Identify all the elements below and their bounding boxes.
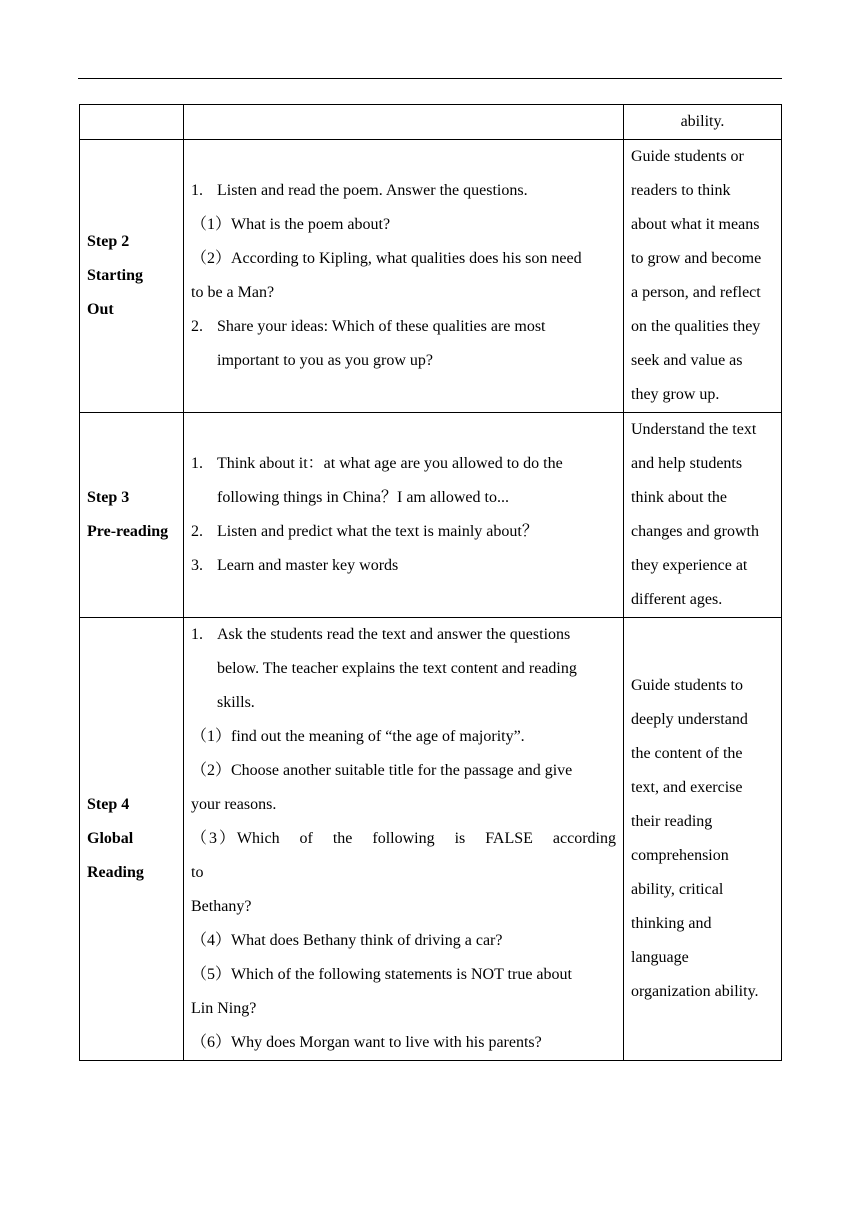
purpose-cell: Understand the text and help students think about the changes and growth they experience at different ages. <box>624 413 782 618</box>
step-cell <box>80 140 184 413</box>
purpose-text: ability. <box>680 113 725 130</box>
lesson-plan-table <box>79 104 782 1061</box>
step-label: Step 2 <box>87 233 130 250</box>
step-label: Global <box>87 830 134 847</box>
activity-cell <box>184 618 624 1061</box>
list-item: 1. Think about it：at what age are you allowed to do the following things in China？I am allowed to... <box>191 455 563 506</box>
purpose-cell <box>624 105 782 140</box>
step-label: Step 4 <box>87 796 130 813</box>
step-cell <box>80 618 184 1061</box>
question: to be a Man? <box>191 284 275 301</box>
step-cell <box>80 413 184 618</box>
question: Lin Ning? <box>191 1000 257 1017</box>
table-row <box>80 140 782 413</box>
list-item: 2. Share your ideas: Which of these qualities are most important to you as you grow up? <box>191 318 546 369</box>
question: （5）Which of the following statements is NOT true about <box>191 966 572 983</box>
list-item: 1. Listen and read the poem. Answer the questions. <box>191 182 528 199</box>
purpose-cell: Guide students to deeply understand the content of the text, and exercise their reading comprehension ability, critical thinking and language organization ability. <box>624 618 782 1061</box>
activity-cell <box>184 413 624 618</box>
purpose-cell: Guide students or readers to think about what it means to grow and become a person, and reflect on the qualities they seek and value as they grow up. <box>624 140 782 413</box>
list-item: 2. Listen and predict what the text is mainly about？ <box>191 523 538 540</box>
question: your reasons. <box>191 796 277 813</box>
list-item: 1. Ask the students read the text and answer the questions below. The teacher explains the text content and reading skills. <box>191 626 577 711</box>
step-label: Step 3 <box>87 489 130 506</box>
list-item: 3. Learn and master key words <box>191 557 399 574</box>
activity-cell <box>184 140 624 413</box>
question: （4）What does Bethany think of driving a car? <box>191 932 503 949</box>
step-label: Reading <box>87 864 144 881</box>
question: Bethany? <box>191 898 252 915</box>
activity-cell <box>184 105 624 140</box>
question: （2）According to Kipling, what qualities does his son need <box>191 250 582 267</box>
header-rule <box>78 78 782 79</box>
question: （3）Which of the following is FALSE according to <box>191 830 616 881</box>
question: （1）find out the meaning of “the age of majority”. <box>191 728 525 745</box>
step-label: Pre-reading <box>87 523 169 540</box>
step-label: Out <box>87 301 114 318</box>
step-label: Starting <box>87 267 143 284</box>
question: （6）Why does Morgan want to live with his parents? <box>191 1034 542 1051</box>
table-row <box>80 618 782 1061</box>
table-row <box>80 105 782 140</box>
step-cell <box>80 105 184 140</box>
table-row <box>80 413 782 618</box>
question: （2）Choose another suitable title for the passage and give <box>191 762 573 779</box>
question: （1）What is the poem about? <box>191 216 391 233</box>
